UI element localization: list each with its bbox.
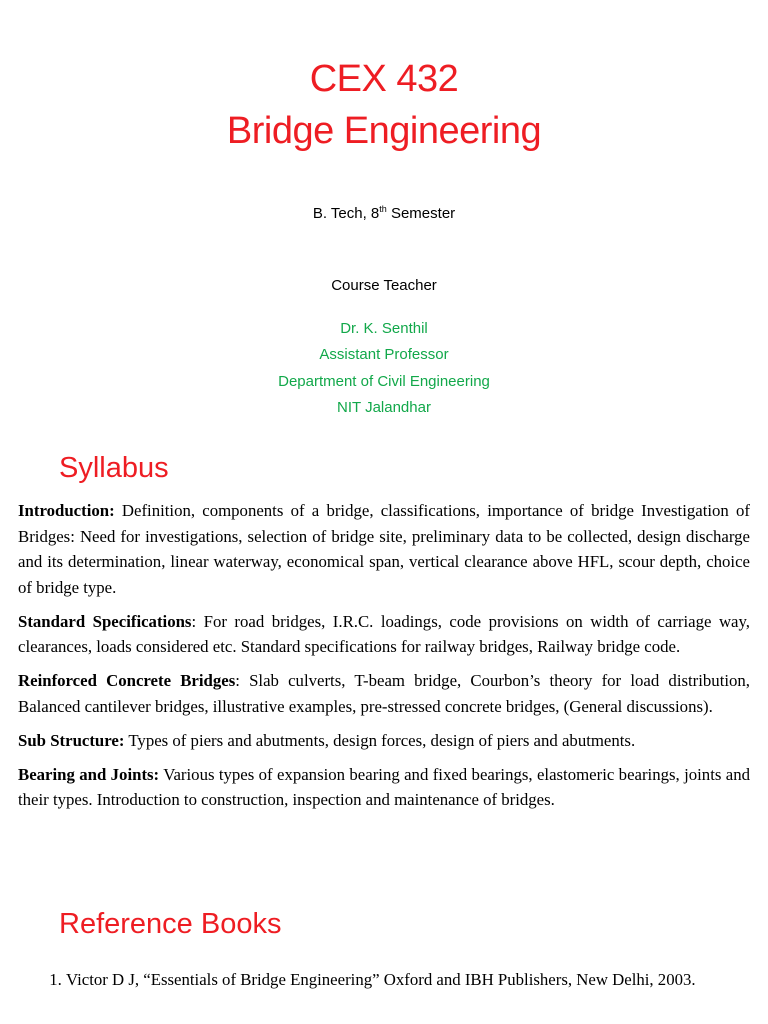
reference-books-heading: Reference Books [59,908,282,940]
syllabus-item-title: Introduction: [18,501,115,520]
syllabus-item [18,668,750,719]
syllabus-item [18,609,750,660]
course-title: Bridge Engineering [226,110,542,152]
syllabus-item-title: Standard Specifications [18,611,192,631]
syllabus-item-text: Definition, components of a bridge, classifications, importance of bridge Investigation of Bridges: Need for investigations, selection of bridge site, preliminary data to be collected, design discharge and its determination, linear waterway, economical span, vertical clearance above HFL, scour depth, choice of bridge type. [18,501,750,597]
semester-suffix: Semester [386,205,456,222]
syllabus-item-text: Types of piers and abutments, design forces, design of piers and abutments. [124,730,636,750]
teacher-institute: NIT Jalandhar [337,398,431,416]
semester-superscript: th [379,204,387,214]
syllabus-item-text: : For road bridges, I.R.C. loadings, code provisions on width of carriage way, clearances, loads considered etc. Standard specifications for railway bridges, Railway bridge code. [18,611,751,656]
syllabus-item-text: : Slab culverts, T-beam bridge, Courbon’s theory for load distribution, Balanced cantilever bridges, illustrative examples, pre-stressed concrete bridges, (General discussions). [18,671,751,716]
teacher-info [0,316,768,421]
syllabus-item-title: Bearing and Joints: [18,764,160,784]
syllabus-item [18,728,750,754]
teacher-department: Department of Civil Engineering [278,372,490,390]
syllabus-body [18,498,750,821]
course-code: CEX 432 [309,58,459,100]
reference-list [38,966,768,993]
syllabus-item-title: Reinforced Concrete Bridges [18,671,236,690]
semester-line [0,205,768,222]
teacher-designation: Assistant Professor [319,346,449,364]
syllabus-item [18,762,750,813]
course-teacher-heading: Course Teacher [331,277,437,294]
syllabus-item-title: Sub Structure: [18,730,125,750]
teacher-name: Dr. K. Senthil [340,320,428,337]
reference-item: 1. Victor D J, “Essentials of Bridge Engineering” Oxford and IBH Publishers, New Delhi, 2003. [66,966,768,993]
syllabus-item-text: Various types of expansion bearing and fixed bearings, elastomeric bearings, joints and their types. Introduction to construction, inspection and maintenance of bridges. [18,764,750,809]
syllabus-item [18,498,750,600]
syllabus-heading: Syllabus [59,452,169,484]
semester-prefix: B. Tech, 8 [312,205,380,222]
